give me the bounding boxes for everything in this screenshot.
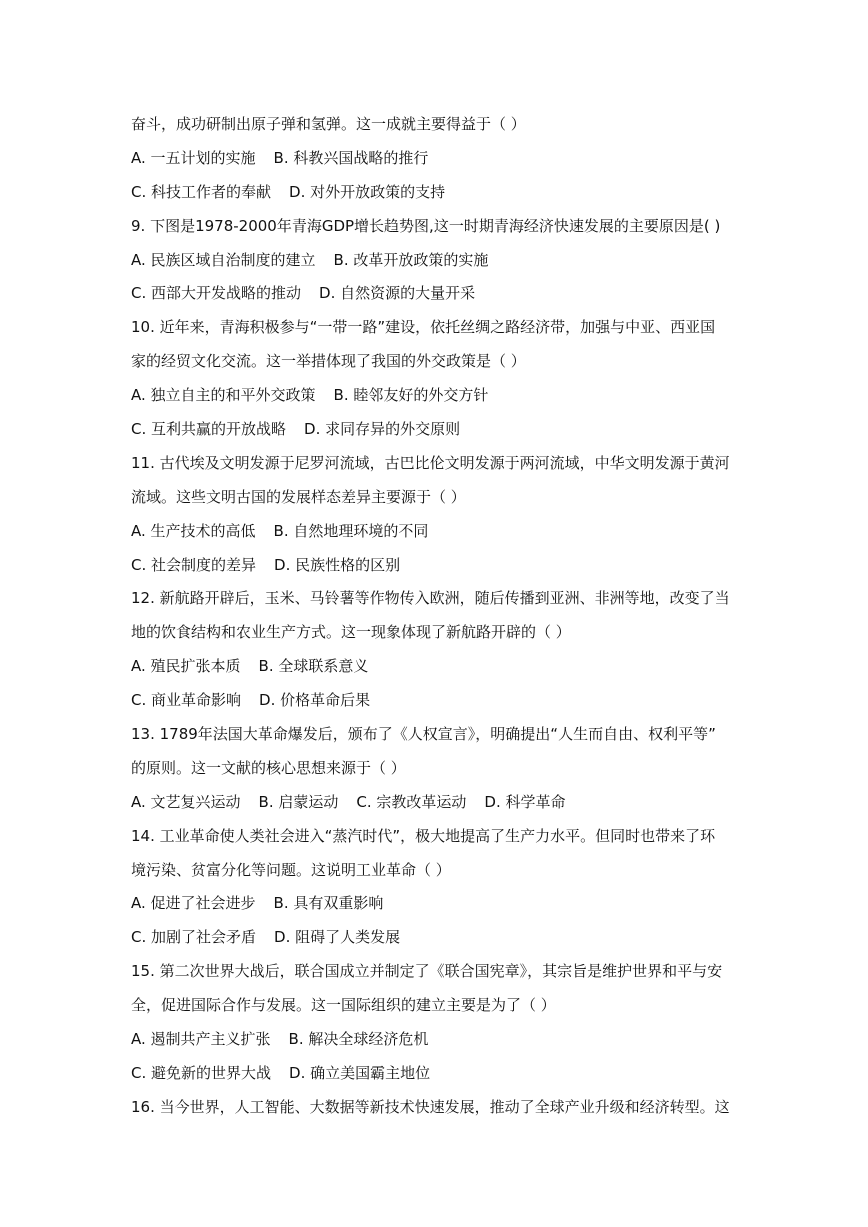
- options-row: [131, 244, 741, 278]
- answer-option: C. 避免新的世界大战: [131, 1063, 272, 1082]
- question-stem: [131, 447, 741, 515]
- answer-option: B. 科教兴国战略的推行: [273, 148, 429, 167]
- answer-option: B. 解决全球经济危机: [288, 1030, 429, 1049]
- answer-option: D. 科学革命: [484, 792, 566, 811]
- stem-line: 13. 1789年法国大革命爆发后，颁布了《人权宣言》，明确提出“人生而自由、权利平等”: [131, 725, 716, 744]
- answer-option: A. 生产技术的高低: [131, 521, 256, 540]
- options-row: [131, 142, 741, 176]
- stem-line: 16. 当今世界，人工智能、大数据等新技术快速发展，推动了全球产业升级和经济转型。这: [131, 1097, 730, 1116]
- question-q16: [131, 1091, 741, 1125]
- answer-option: A. 独立自主的和平外交政策: [131, 386, 316, 405]
- answer-option: C. 西部大开发战略的推动: [131, 284, 302, 303]
- answer-option: A. 遏制共产主义扩张: [131, 1030, 271, 1049]
- options-row: [131, 684, 741, 718]
- options-row: [131, 1023, 741, 1057]
- options-row: [131, 176, 741, 210]
- answer-option: C. 社会制度的差异: [131, 555, 257, 574]
- stem-line: 的原则。这一文献的核心思想来源于（ ）: [131, 758, 406, 777]
- answer-option: A. 殖民扩张本质: [131, 657, 241, 676]
- question-q14: [131, 820, 741, 956]
- question-q15: [131, 955, 741, 1091]
- stem-line: 12. 新航路开辟后，玉米、马铃薯等作物传入欧洲，随后传播到亚洲、非洲等地，改变了当: [131, 589, 730, 608]
- stem-line: 11. 古代埃及文明发源于尼罗河流域，古巴比伦文明发源于两河流域，中华文明发源于黄河: [131, 453, 730, 472]
- answer-option: A. 一五计划的实施: [131, 148, 256, 167]
- stem-line: 全，促进国际合作与发展。这一国际组织的建立主要是为了（ ）: [131, 996, 556, 1015]
- question-stem: [131, 210, 741, 244]
- answer-option: C. 商业革命影响: [131, 691, 242, 710]
- answer-option: A. 民族区域自治制度的建立: [131, 250, 316, 269]
- answer-option: D. 求同存异的外交原则: [304, 420, 461, 439]
- stem-line: 14. 工业革命使人类社会进入“蒸汽时代”，极大地提高了生产力水平。但同时也带来了环: [131, 826, 716, 845]
- question-q8: [131, 108, 741, 210]
- answer-option: C. 科技工作者的奉献: [131, 182, 272, 201]
- options-row: [131, 549, 741, 583]
- answer-option: B. 改革开放政策的实施: [333, 250, 489, 269]
- answer-option: C. 互利共赢的开放战略: [131, 420, 287, 439]
- answer-option: C. 宗教改革运动: [356, 792, 467, 811]
- stem-line: 10. 近年来，青海积极参与“一带一路”建设，依托丝绸之路经济带，加强与中亚、西亚国: [131, 318, 716, 337]
- options-row: [131, 786, 741, 820]
- answer-option: B. 全球联系意义: [258, 657, 369, 676]
- question-q10: [131, 311, 741, 447]
- stem-line: 奋斗，成功研制出原子弹和氢弹。这一成就主要得益于（ ）: [131, 115, 526, 133]
- answer-option: D. 民族性格的区别: [274, 555, 401, 574]
- stem-line: 地的饮食结构和农业生产方式。这一现象体现了新航路开辟的（ ）: [131, 623, 571, 642]
- answer-option: B. 具有双重影响: [273, 894, 384, 913]
- options-row: [131, 887, 741, 921]
- answer-option: B. 自然地理环境的不同: [273, 521, 429, 540]
- options-row: [131, 413, 741, 447]
- question-stem: [131, 718, 741, 786]
- stem-line: 家的经贸文化交流。这一举措体现了我国的外交政策是（ ）: [131, 352, 526, 371]
- answer-option: B. 睦邻友好的外交方针: [333, 386, 489, 405]
- answer-option: B. 启蒙运动: [258, 792, 339, 811]
- question-stem: [131, 955, 741, 1023]
- answer-option: D. 确立美国霸主地位: [289, 1063, 431, 1082]
- options-row: [131, 379, 741, 413]
- question-stem: [131, 582, 741, 650]
- stem-line: 流域。这些文明古国的发展样态差异主要源于（ ）: [131, 487, 466, 506]
- stem-line: 9. 下图是1978-2000年青海GDP增长趋势图,这一时期青海经济快速发展的主要原因是( ): [131, 216, 721, 235]
- options-row: [131, 650, 741, 684]
- stem-line: 15. 第二次世界大战后，联合国成立并制定了《联合国宪章》，其宗旨是维护世界和平与安: [131, 962, 723, 981]
- answer-option: D. 价格革命后果: [259, 691, 371, 710]
- answer-option: C. 加剧了社会矛盾: [131, 928, 257, 947]
- answer-option: A. 促进了社会进步: [131, 894, 256, 913]
- question-stem: [131, 311, 741, 379]
- options-row: [131, 1057, 741, 1091]
- question-stem: [131, 1091, 741, 1125]
- question-q12: [131, 582, 741, 718]
- question-q11: [131, 447, 741, 583]
- answer-option: A. 文艺复兴运动: [131, 792, 241, 811]
- question-q9: [131, 210, 741, 312]
- question-list: [131, 108, 741, 1125]
- question-q13: [131, 718, 741, 820]
- answer-option: D. 自然资源的大量开采: [319, 284, 476, 303]
- options-row: [131, 277, 741, 311]
- answer-option: D. 对外开放政策的支持: [289, 182, 446, 201]
- question-stem: [131, 108, 741, 142]
- question-stem: [131, 820, 741, 888]
- options-row: [131, 921, 741, 955]
- stem-line: 境污染、贫富分化等问题。这说明工业革命（ ）: [131, 860, 451, 879]
- answer-option: D. 阻碍了人类发展: [274, 928, 401, 947]
- options-row: [131, 515, 741, 549]
